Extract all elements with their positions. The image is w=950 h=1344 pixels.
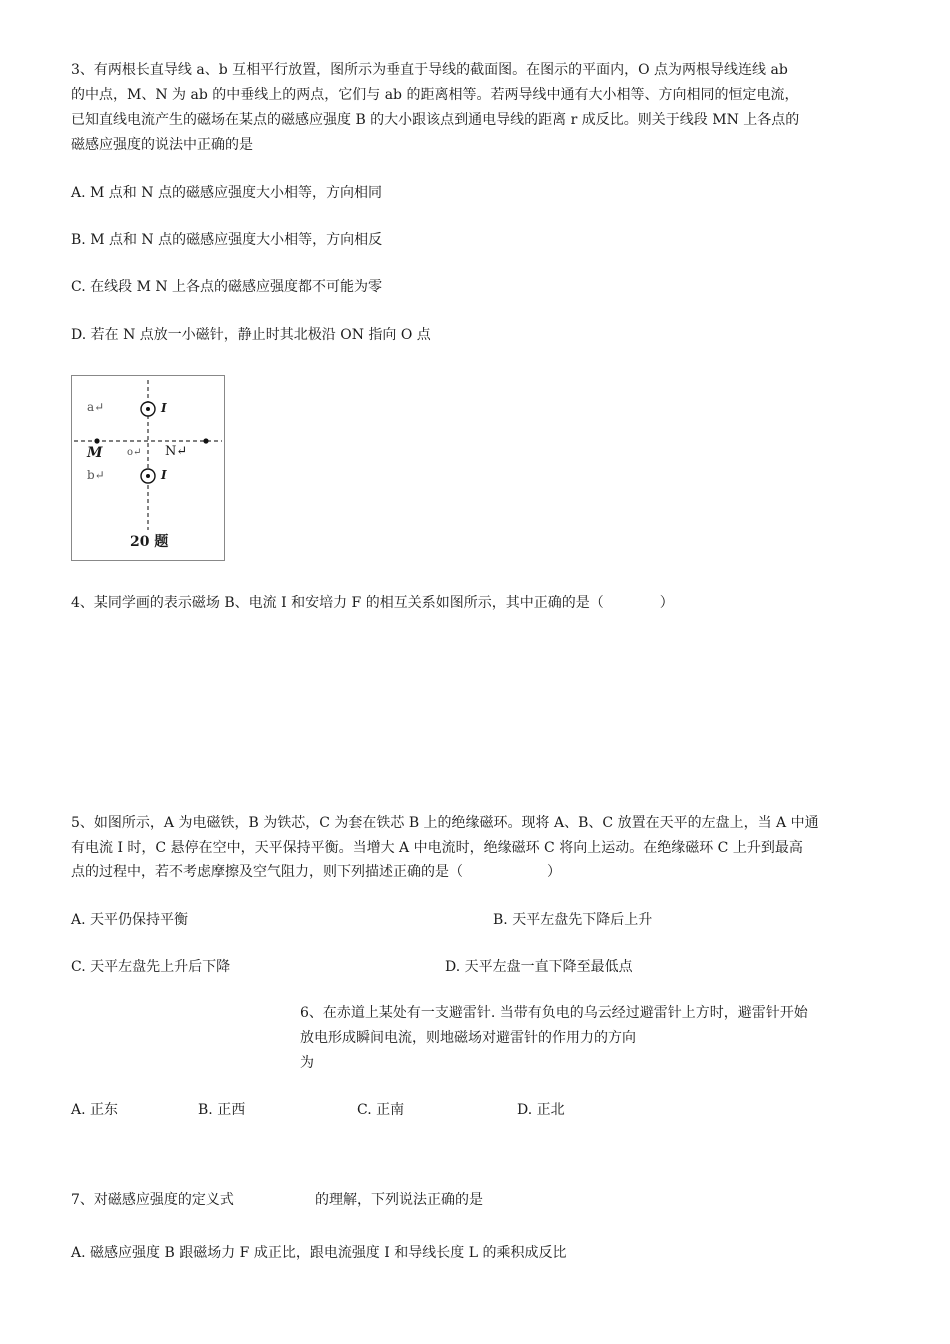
q5-stem-line-2: 有电流 I 时，C 悬停在空中，天平保持平衡。当增大 A 中电流时，绝缘磁环 C 将向上运动。在绝缘磁环 C 上升到最高 — [71, 840, 803, 856]
figure-label-b: b↵ — [87, 468, 105, 482]
q7-stem-before: 7、对磁感应强度的定义式 — [71, 1192, 234, 1208]
q3-stem-line-2: 的中点，M、N 为 ab 的中垂线上的两点，它们与 ab 的距离相等。若两导线中通有大小相等、方向相同的恒定电流， — [71, 87, 799, 103]
q5-option-c: C. 天平左盘先上升后下降 — [71, 959, 231, 975]
q3-option-c: C. 在线段 M N 上各点的磁感应强度都不可能为零 — [71, 279, 383, 295]
figure-caption: 20 题 — [130, 534, 169, 550]
q4-stem: 4、某同学画的表示磁场 B、电流 I 和安培力 F 的相互关系如图所示，其中正确的是（ ） — [71, 595, 674, 611]
q6-option-b: B. 正西 — [198, 1102, 246, 1118]
q7-stem-after: 的理解，下列说法正确的是 — [315, 1192, 483, 1208]
figure-label-a: a↵ — [87, 400, 105, 414]
q6-option-a: A. 正东 — [71, 1102, 119, 1118]
figure-label-n: N↵ — [165, 444, 188, 459]
figure-current-top: I — [161, 401, 167, 415]
q3-option-b: B. M 点和 N 点的磁感应强度大小相等，方向相反 — [71, 232, 383, 248]
q7-option-a: A. 磁感应强度 B 跟磁场力 F 成正比，跟电流强度 I 和导线长度 L 的乘积成反比 — [71, 1245, 567, 1261]
q6-option-c: C. 正南 — [357, 1102, 405, 1118]
q5-option-a: A. 天平仍保持平衡 — [71, 912, 189, 928]
q6-stem-line-3: 为 — [300, 1055, 314, 1071]
q5-option-b: B. 天平左盘先下降后上升 — [493, 912, 653, 928]
q3-option-a: A. M 点和 N 点的磁感应强度大小相等，方向相同 — [71, 185, 382, 201]
figure-label-o: o↵ — [127, 447, 142, 458]
q6-option-d: D. 正北 — [517, 1102, 565, 1118]
q3-option-d: D. 若在 N 点放一小磁针，静止时其北极沿 ON 指向 O 点 — [71, 327, 431, 343]
q6-stem-line-2: 放电形成瞬间电流，则地磁场对避雷针的作用力的方向 — [300, 1030, 636, 1046]
q5-stem-line-1: 5、如图所示，A 为电磁铁，B 为铁芯，C 为套在铁芯 B 上的绝缘磁环。现将 A、B、C 放置在天平的左盘上，当 A 中通 — [71, 815, 819, 831]
q3-stem-line-3: 已知直线电流产生的磁场在某点的磁感应强度 B 的大小跟该点到通电导线的距离 r 成反比。则关于线段 MN 上各点的 — [71, 112, 800, 128]
q3-figure — [71, 375, 225, 561]
q6-stem-line-1: 6、在赤道上某处有一支避雷针. 当带有负电的乌云经过避雷针上方时，避雷针开始 — [300, 1005, 808, 1021]
q3-stem-line-1: 3、有两根长直导线 a、b 互相平行放置，图所示为垂直于导线的截面图。在图示的平面内，O 点为两根导线连线 ab — [71, 62, 788, 78]
figure-label-m: M — [87, 445, 103, 461]
q3-stem-line-4: 磁感应强度的说法中正确的是 — [71, 137, 253, 153]
figure-current-bottom: I — [161, 468, 167, 482]
q5-stem-line-3: 点的过程中，若不考虑摩擦及空气阻力，则下列描述正确的是（ ） — [71, 864, 561, 880]
q5-option-d: D. 天平左盘一直下降至最低点 — [445, 959, 633, 975]
